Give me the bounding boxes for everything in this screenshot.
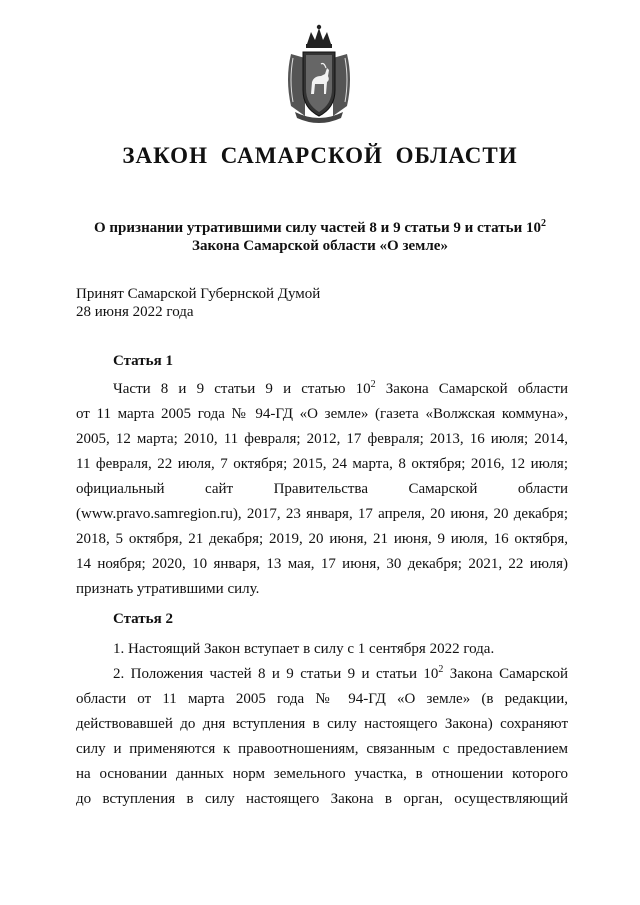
superscript: 2 <box>541 218 546 229</box>
text-line: признать утратившими силу. <box>76 581 260 597</box>
text-run: Закона Самарской <box>443 666 568 682</box>
text-line: 2018, 5 октября, 21 декабря; 2019, 20 июня, 21 июня, 9 июля, 16 октября, <box>76 531 568 547</box>
article-1-title: Статья 1 <box>113 353 173 369</box>
text-run: 2. Положения частей 8 и 9 статьи 9 и статьи 10 <box>113 666 439 682</box>
law-subject-text: О признании утратившими силу частей 8 и 9 статьи 9 и статьи 10 <box>94 220 541 236</box>
text-line: 14 ноября; 2020, 10 января, 13 мая, 17 июня, 30 декабря; 2021, 22 июля) <box>76 556 568 572</box>
text-line: от 11 марта 2005 года № 94-ГД «О земле» (газета «Волжская коммуна», <box>76 406 568 422</box>
text-line <box>76 377 568 402</box>
superscript: 2 <box>370 379 376 390</box>
article-2-body <box>76 637 568 812</box>
law-subject <box>70 219 570 255</box>
adoption-date: 28 июня 2022 года <box>76 304 194 320</box>
text-line: действовавшей до дня вступления в силу настоящего Закона) сохраняют <box>76 716 568 732</box>
text-line: 2005, 12 марта; 2010, 11 февраля; 2012, 17 февраля; 2013, 16 июля; 2014, <box>76 431 568 447</box>
text-line: силу и применяются к правоотношениям, связанным с предоставлением <box>76 741 568 757</box>
law-subject-line-1 <box>70 219 570 237</box>
article-2-title: Статья 2 <box>113 611 173 627</box>
text-line: официальный сайт Правительства Самарской области <box>76 481 568 497</box>
article-1-body <box>76 377 568 602</box>
text-line: (www.pravo.samregion.ru), 2017, 23 января, 17 апреля, 20 июня, 20 декабря; <box>76 506 568 522</box>
text-line <box>76 662 568 687</box>
text-run: Части 8 и 9 статьи 9 и статью 10 <box>113 381 371 397</box>
text-run: Закона Самарской области <box>375 381 568 397</box>
law-title: ЗАКОН САМАРСКОЙ ОБЛАСТИ <box>122 143 518 168</box>
text-line: области от 11 марта 2005 года № 94-ГД «О земле» (в редакции, <box>76 691 568 707</box>
text-line: до вступления в силу настоящего Закона в орган, осуществляющий <box>76 791 568 807</box>
adoption-info <box>76 285 320 321</box>
samara-coat-of-arms-icon <box>281 24 357 124</box>
text-line: на основании данных норм земельного участка, в отношении которого <box>76 766 568 782</box>
text-line: 11 февраля, 22 июля, 7 октября; 2015, 24 марта, 8 октября; 2016, 12 июля; <box>76 456 568 472</box>
adoption-body: Принят Самарской Губернской Думой <box>76 286 321 302</box>
law-subject-line-2: Закона Самарской области «О земле» <box>192 238 448 254</box>
text-line: 1. Настоящий Закон вступает в силу с 1 сентября 2022 года. <box>113 641 495 657</box>
superscript: 2 <box>438 664 444 675</box>
